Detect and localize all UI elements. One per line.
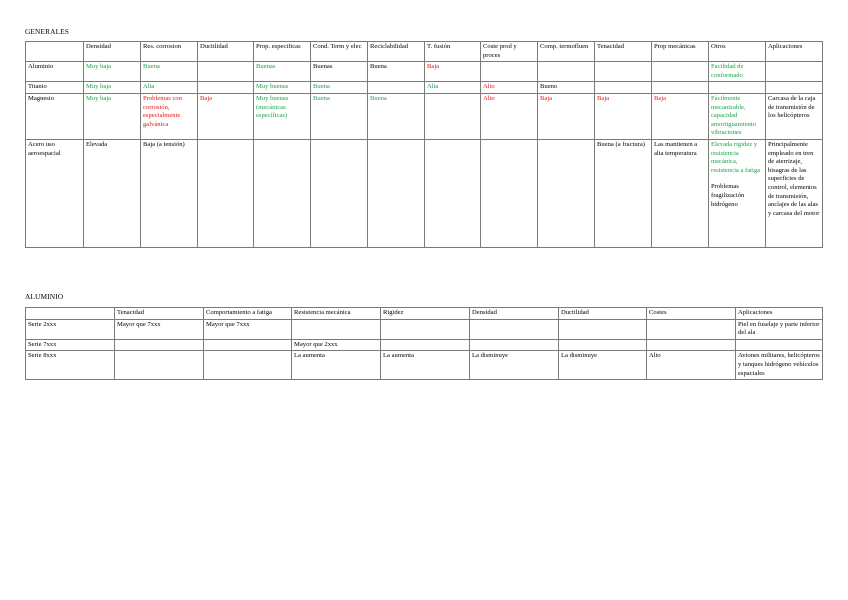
table-cell — [292, 319, 381, 339]
cell-text: Baja — [427, 63, 440, 71]
table-cell — [425, 82, 481, 94]
alu-header-fatiga: Comportamiento a fatiga — [204, 308, 292, 320]
table-cell — [84, 139, 141, 247]
table-cell — [652, 82, 709, 94]
cell-text: Aluminio — [28, 63, 54, 71]
table-cell — [368, 82, 425, 94]
cell-gap — [711, 175, 763, 183]
table-cell: Mayor que 2xxx — [292, 339, 381, 351]
table-cell — [652, 139, 709, 247]
aluminio-row — [26, 339, 823, 351]
table-cell — [652, 62, 709, 82]
header-corner — [26, 42, 84, 62]
cell-text: Baja — [597, 94, 610, 102]
cell-text: Buena — [313, 94, 330, 102]
table-cell — [595, 82, 652, 94]
table-cell — [368, 93, 425, 139]
cell-text: Baja (a tensión) — [143, 140, 185, 148]
table-cell — [368, 62, 425, 82]
table-cell — [425, 139, 481, 247]
cell-text: Buena — [370, 94, 387, 102]
aluminio-table — [25, 307, 823, 380]
cell-text: Principalmente empleado en tren de aterrizaje, bisagras de las superficies de control, elementos de transmisión, anclajes de las alas y carcasa del motor — [768, 140, 820, 217]
table-cell — [84, 62, 141, 82]
alu-header-costes: Costes — [647, 308, 736, 320]
table-cell — [470, 319, 559, 339]
generales-table — [25, 41, 823, 248]
table-cell — [595, 139, 652, 247]
table-cell — [425, 62, 481, 82]
cell-text: Buena — [370, 63, 387, 71]
table-cell — [481, 93, 538, 139]
table-cell — [709, 139, 766, 247]
table-cell — [198, 62, 254, 82]
cell-text: Acero uso aeroespacial — [28, 140, 61, 157]
table-cell — [254, 139, 311, 247]
table-cell — [736, 339, 823, 351]
alu-header-ductilidad: Ductilidad — [559, 308, 647, 320]
cell-text: Fácilmente mecanizable, capacidad amortiguamiento vibraciones — [711, 94, 757, 137]
cell-text: Buena (a fractura) — [597, 140, 645, 148]
cell-text: Elevada — [86, 140, 108, 148]
aluminio-header-row — [26, 308, 823, 320]
row-label — [26, 82, 84, 94]
alu-header-densidad: Densidad — [470, 308, 559, 320]
table-cell: Alto — [647, 351, 736, 380]
aluminio-row — [26, 351, 823, 380]
cell-text: Baja — [540, 94, 553, 102]
table-cell — [766, 82, 823, 94]
table-cell: Mayor que 7xxx — [204, 319, 292, 339]
table-cell — [559, 339, 647, 351]
table-cell: La aumenta — [381, 351, 470, 380]
cell-text: Elevada rigidez y resistencia mecánica, resistencia a fatiga — [711, 140, 761, 174]
table-cell — [204, 351, 292, 380]
table-cell — [766, 62, 823, 82]
cell-text: Baja — [654, 94, 667, 102]
table-cell: La aumenta — [292, 351, 381, 380]
generales-row — [26, 62, 823, 82]
table-cell — [481, 139, 538, 247]
table-cell — [766, 139, 823, 247]
table-cell — [709, 82, 766, 94]
header-cond-term-elec: Cond. Term y elec — [311, 42, 368, 62]
cell-text: Muy baja — [86, 83, 112, 91]
table-cell — [709, 93, 766, 139]
aluminio-row — [26, 319, 823, 339]
header-reciclabilidad: Reciclabilidad — [368, 42, 425, 62]
cell-text: Baja — [200, 94, 213, 102]
cell-text: Magnesio — [28, 94, 55, 102]
table-cell — [368, 139, 425, 247]
header-tenacidad: Tenacidad — [595, 42, 652, 62]
table-cell — [766, 93, 823, 139]
table-cell — [115, 339, 204, 351]
table-cell — [254, 93, 311, 139]
cell-text: Titanio — [28, 83, 47, 91]
alu-header-rigidez: Rigidez — [381, 308, 470, 320]
table-cell — [709, 62, 766, 82]
table-cell: La disminuye — [559, 351, 647, 380]
cell-text: Muy buenas (mecánicas específicas) — [256, 94, 289, 120]
cell-text: Muy buenas — [256, 83, 289, 91]
header-prop-mecanicas: Prop mecánicas — [652, 42, 709, 62]
header-densidad: Densidad — [84, 42, 141, 62]
table-cell — [141, 62, 198, 82]
table-cell — [595, 93, 652, 139]
table-cell — [647, 339, 736, 351]
table-cell: La disminuye — [470, 351, 559, 380]
table-cell — [254, 82, 311, 94]
table-cell — [647, 319, 736, 339]
table-cell — [311, 62, 368, 82]
generales-header-row — [26, 42, 823, 62]
table-cell — [198, 139, 254, 247]
table-cell — [115, 351, 204, 380]
alu-header-aplicaciones: Aplicaciones — [736, 308, 823, 320]
table-cell — [198, 82, 254, 94]
table-cell — [425, 93, 481, 139]
cell-text: Alta — [427, 83, 439, 91]
row-label: Serie 8xxx — [26, 351, 115, 380]
cell-text: Bueno — [540, 83, 558, 91]
table-cell — [559, 319, 647, 339]
row-label: Serie 7xxx — [26, 339, 115, 351]
cell-text: Alto — [483, 94, 495, 102]
header-prop-especificas: Prop. especificas — [254, 42, 311, 62]
table-cell — [254, 62, 311, 82]
header-ductilidad: Ductilidad — [198, 42, 254, 62]
table-cell — [198, 93, 254, 139]
row-label — [26, 93, 84, 139]
table-cell — [204, 339, 292, 351]
table-cell — [84, 93, 141, 139]
aluminio-heading: ALUMINIO — [25, 292, 64, 301]
table-cell — [381, 339, 470, 351]
header-comp-termofluen: Comp. termofluen — [538, 42, 595, 62]
table-cell — [538, 62, 595, 82]
table-cell — [481, 62, 538, 82]
table-cell — [538, 93, 595, 139]
cell-text: Muy baja — [86, 63, 112, 71]
table-cell — [595, 62, 652, 82]
header-aplicaciones: Aplicaciones — [766, 42, 823, 62]
header-coste-prod: Coste prod y proces — [481, 42, 538, 62]
row-label: Serie 2xxx — [26, 319, 115, 339]
cell-text: Problemas con corrosión, especialmente galvánica — [143, 94, 183, 128]
cell-text: Carcasa de la caja de transmisión de los helicópteros — [768, 94, 816, 120]
table-cell: Mayor que 7xxx — [115, 319, 204, 339]
table-cell — [311, 139, 368, 247]
table-cell — [141, 82, 198, 94]
table-cell — [311, 93, 368, 139]
generales-heading: GENERALES — [25, 27, 70, 36]
table-cell — [141, 139, 198, 247]
table-cell — [481, 82, 538, 94]
table-cell — [311, 82, 368, 94]
cell-text: Alta — [143, 83, 155, 91]
alu-header-resistencia: Resistencia mecánica — [292, 308, 381, 320]
table-cell — [381, 319, 470, 339]
cell-text: Muy baja — [86, 94, 112, 102]
cell-text: Las mantienen a alta temperatura — [654, 140, 698, 157]
table-cell — [652, 93, 709, 139]
table-cell — [538, 139, 595, 247]
cell-text: Facilidad de conformado — [711, 63, 744, 79]
cell-text: Buenas — [256, 63, 276, 71]
header-otros: Otros — [709, 42, 766, 62]
generales-row — [26, 82, 823, 94]
row-label — [26, 139, 84, 247]
table-cell — [538, 82, 595, 94]
table-cell: Aviones militares, helicópteros y tanques hidrógeno vehículos espaciales — [736, 351, 823, 380]
table-cell — [470, 339, 559, 351]
generales-row — [26, 139, 823, 247]
alu-header-tenacidad: Tenacidad — [115, 308, 204, 320]
cell-extra-text: Problemas fragilización hidrógeno — [711, 183, 745, 208]
table-cell — [84, 82, 141, 94]
table-cell: Piel en fuselaje y parte inferior del ala — [736, 319, 823, 339]
header-t-fusion: T. fusión — [425, 42, 481, 62]
generales-row — [26, 93, 823, 139]
cell-text: Buena — [143, 63, 160, 71]
cell-text: Buena — [313, 83, 330, 91]
cell-text: Alto — [483, 83, 495, 91]
row-label — [26, 62, 84, 82]
alu-header-corner — [26, 308, 115, 320]
table-cell — [141, 93, 198, 139]
cell-text: Buenas — [313, 63, 333, 71]
header-res-corrosion: Res. corrosion — [141, 42, 198, 62]
